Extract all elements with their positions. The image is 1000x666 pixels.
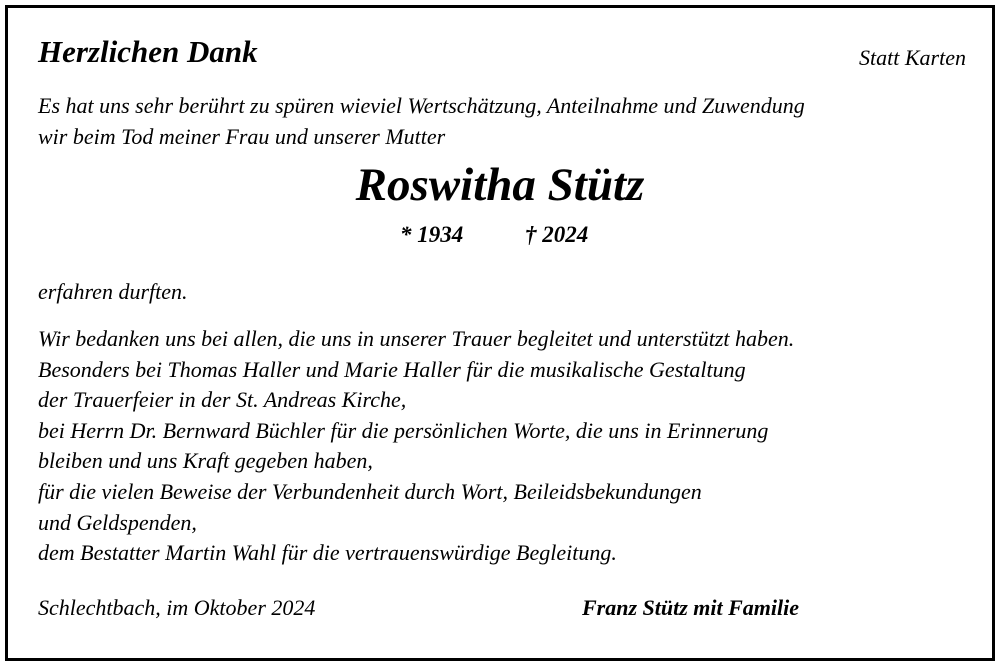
notice-title: Herzlichen Dank [38, 34, 258, 69]
death-year: † 2024 [525, 222, 589, 247]
obituary-notice [5, 5, 995, 661]
thanks-line: Wir bedanken uns bei allen, die uns in unserer Trauer begleitet und unterstützt haben. [38, 326, 795, 351]
thanks-line: bleiben und uns Kraft gegeben haben, [38, 448, 373, 474]
thanks-line: bei Herrn Dr. Bernward Büchler für die persönlichen Worte, die uns in Erinnerung [38, 417, 769, 443]
signature: Franz Stütz mit Familie [582, 595, 800, 620]
thanks-paragraph [38, 324, 794, 569]
statt-karten-note: Statt Karten [859, 45, 966, 70]
continuation-text: erfahren durften. [38, 279, 188, 304]
thanks-line: und Geldspenden, [38, 509, 197, 535]
intro-line: wir beim Tod meiner Frau und unserer Mutter [38, 124, 446, 149]
thanks-line: für die vielen Beweise der Verbundenheit durch Wort, Beileidsbekundungen [38, 478, 702, 504]
intro-line: Es hat uns sehr berührt zu spüren wieviel Wertschätzung, Anteilnahme und Zuwendung [38, 93, 805, 118]
place-and-date: Schlechtbach, im Oktober 2024 [38, 595, 316, 620]
thanks-line: Besonders bei Thomas Haller und Marie Haller für die musikalische Gestaltung [38, 356, 746, 382]
deceased-name: Roswitha Stütz [355, 159, 645, 211]
thanks-line: der Trauerfeier in der St. Andreas Kirche, [38, 387, 407, 413]
intro-paragraph [38, 90, 805, 152]
thanks-line: dem Bestatter Martin Wahl für die vertrauenswürdige Begleitung. [38, 540, 617, 566]
birth-year: * 1934 [400, 222, 464, 247]
